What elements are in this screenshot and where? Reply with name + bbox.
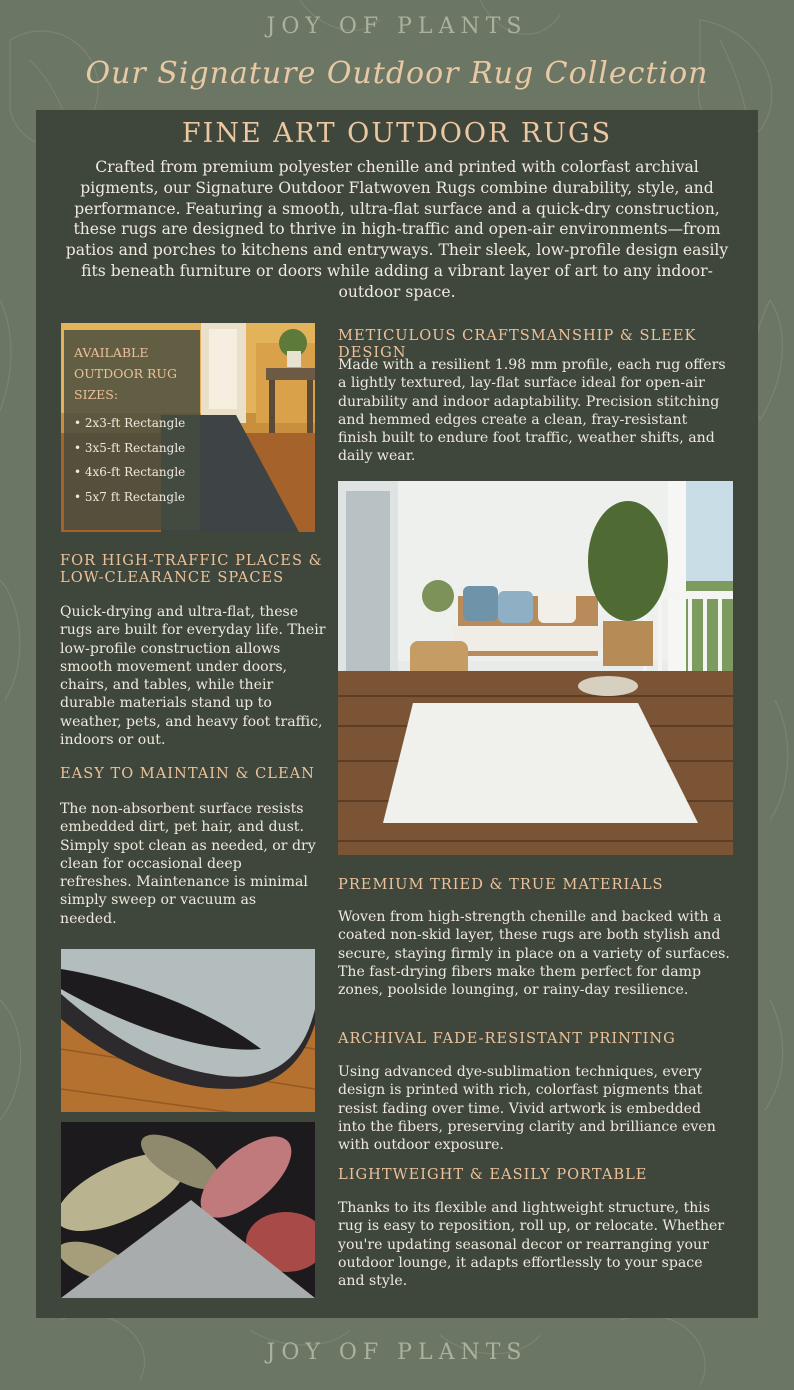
craftsmanship-body: Made with a resilient 1.98 mm profile, each rug offers a lightly textured, lay-flat surface ideal for open-air durability and indoor adaptability. Precision stitching and hemmed edges create a clean, fray-resistant finish built to endure foot traffic, weather shifts, and daily wear. [338, 357, 726, 465]
high-traffic-body: Quick-drying and ultra-flat, these rugs are built for everyday life. Their low-profile construction allows smooth movement under doors, chairs, and tables, while their durable materials stand up to weather, pets, and heavy foot traffic, indoors or out. [60, 604, 326, 749]
portable-heading: LIGHTWEIGHT & EASILY PORTABLE [338, 1166, 648, 1183]
portable-body: Thanks to its flexible and lightweight structure, this rug is easy to reposition, roll up, or relocate. Whether you're updating seasonal decor or rearranging your outdoor lounge, it adapts effortlessly to your space and style. [338, 1200, 725, 1290]
craftsmanship-heading: METICULOUS CRAFTSMANSHIP & SLEEK DESIGN [338, 327, 697, 361]
size-item: • 3x5-ft Rectangle [74, 440, 186, 455]
panel-title: FINE ART OUTDOOR RUGS [181, 118, 613, 149]
size-item: • 2x3-ft Rectangle [74, 416, 186, 430]
rug-print-corner-image [61, 1122, 315, 1298]
materials-heading: PREMIUM TRIED & TRUE MATERIALS [338, 876, 664, 893]
rug-backing-image [61, 949, 315, 1112]
high-traffic-heading: FOR HIGH-TRAFFIC PLACES & LOW-CLEARANCE SPACES [60, 552, 323, 586]
collection-headline: Our Signature Outdoor Rug Collection [85, 56, 709, 91]
maintain-body: The non-absorbent surface resists embedded dirt, pet hair, and dust. Simply spot clean as needed, or dry clean for occasional deep refreshes. Maintenance is minimal simply sweep or vacuum as needed. [60, 801, 316, 927]
brand-name-bottom: JOY OF PLANTS [266, 1340, 528, 1365]
brand-name-top: JOY OF PLANTS [266, 14, 528, 39]
size-item: • 4x6-ft Rectangle [74, 465, 186, 479]
porch-scene-image [338, 481, 733, 855]
maintain-heading: EASY TO MAINTAIN & CLEAN [60, 765, 315, 782]
printing-heading: ARCHIVAL FADE-RESISTANT PRINTING [338, 1030, 676, 1047]
size-label: 3x5-ft Rectangle [84, 440, 186, 455]
sizes-overlay [64, 330, 200, 530]
size-label: 2x3-ft Rectangle [84, 416, 186, 430]
size-label: 5x7 ft Rectangle [84, 489, 186, 504]
sizes-list [74, 411, 190, 509]
printing-body: Using advanced dye-sublimation techniques, every design is printed with rich, colorfast pigments that resist fading over time. Vivid artwork is embedded into the fibers, preserving clarity and brilliance even with outdoor exposure. [338, 1064, 716, 1154]
size-label: 4x6-ft Rectangle [84, 465, 186, 479]
size-item: • 5x7 ft Rectangle [74, 489, 186, 504]
intro-paragraph: Crafted from premium polyester chenille and printed with colorfast archival pigments, our Signature Outdoor Flatwoven Rugs combine durability, style, and performance. Featuring a smooth, ultra-flat surface and a quick-dry construction, these rugs are designed to thrive in high-traffic and open-air environments—from patios and porches to kitchens and entryways. Their sleek, low-profile design easily fits beneath furniture or doors while adding a vibrant layer of art to any indoor-outdoor space. [65, 158, 729, 301]
materials-body: Woven from high-strength chenille and backed with a coated non-skid layer, these rugs are both stylish and secure, staying firmly in place on a variety of surfaces. The fast-drying fibers make them perfect for damp zones, poolside lounging, or rainy-day resilience. [338, 909, 730, 999]
sizes-title: AVAILABLE OUTDOOR RUG SIZES: [74, 345, 177, 402]
